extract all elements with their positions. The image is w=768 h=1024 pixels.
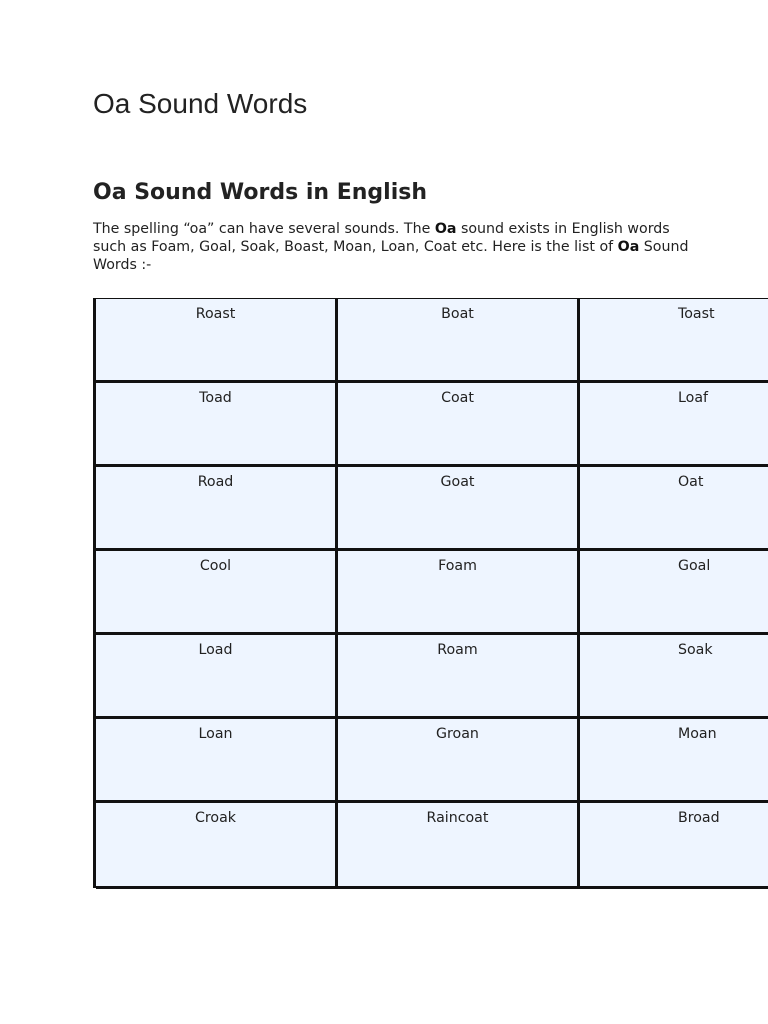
table-cell: Foam — [338, 551, 580, 635]
table-cell: Goal — [580, 551, 768, 635]
intro-text-2: sound exists in English words such as Foam, Goal, Soak, Boast, Moan, Loan, Coat etc. Here is the list of — [93, 221, 670, 255]
table-cell: Toad — [96, 383, 338, 467]
document-title: Oa Sound Words — [93, 88, 308, 119]
intro-bold-2: Oa — [617, 239, 640, 255]
table-cell: Moan — [580, 719, 768, 803]
table-cell: Soak — [580, 635, 768, 719]
table-cell: Raincoat — [338, 803, 580, 889]
table-cell: Coat — [338, 383, 580, 467]
table-cell: Groan — [338, 719, 580, 803]
table-cell: Road — [96, 467, 338, 551]
table-cell: Oat — [580, 467, 768, 551]
table-cell: Loaf — [580, 383, 768, 467]
table-cell: Toast — [580, 299, 768, 383]
intro-text-1: The spelling “oa” can have several sounds. The — [93, 221, 435, 237]
table-cell: Broad — [580, 803, 768, 889]
table-cell: Roast — [96, 299, 338, 383]
words-table — [93, 298, 768, 888]
section-heading: Oa Sound Words in English — [93, 180, 427, 205]
table-cell: Croak — [96, 803, 338, 889]
intro-text-3: Sound Words :- — [93, 239, 689, 273]
table-cell: Load — [96, 635, 338, 719]
table-cell: Cool — [96, 551, 338, 635]
table-cell: Goat — [338, 467, 580, 551]
table-cell: Loan — [96, 719, 338, 803]
table-cell: Boat — [338, 299, 580, 383]
table-cell: Roam — [338, 635, 580, 719]
intro-bold-1: Oa — [434, 221, 457, 237]
intro-paragraph — [93, 220, 693, 274]
